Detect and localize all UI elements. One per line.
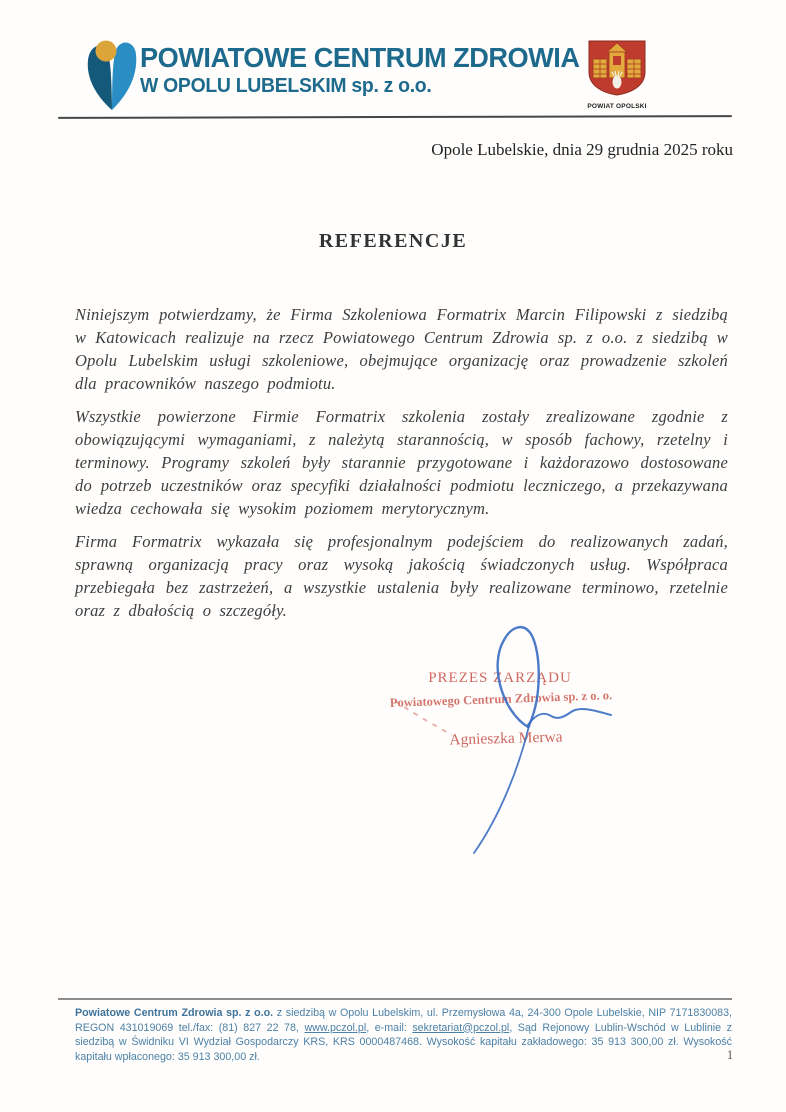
crest-shield-icon [588,40,646,96]
paragraph-recommendation: Firma Formatrix wykazała się profesjonalnym podejściem do realizowanych zadań, sprawną organizacją pracy oraz wysoką jakością świadczonych usług. Współpraca przebiegała bez zastrzeżeń, a wszystkie ustalenia były realizowane terminowo, rzetelnie oraz z dbałością o szczegóły. [75,532,728,620]
stamp-role-title: PREZES ZARZĄDU [428,670,572,686]
footer-email-link[interactable]: sekretariat@pczol.pl [412,1021,510,1034]
powiat-opolski-crest [583,40,651,110]
footer-company-name: Powiatowe Centrum Zdrowia sp. z o.o. [75,1007,274,1019]
signature-block [0,620,786,880]
footer-email-label: , e-mail: [366,1021,413,1034]
document-title: REFERENCJE [318,230,468,252]
stamp-signer-name: Agnieszka Merwa [449,728,563,749]
footer-contact-info [75,1006,732,1064]
org-name: POWIATOWE CENTRUM ZDROWIA [140,42,580,73]
red-scribble-mark [395,701,452,735]
crest-caption: POWIAT OPOLSKI [587,103,647,110]
footer-divider [58,998,732,1000]
letterhead-org [140,44,593,96]
paragraph-quality: Wszystkie powierzone Firmie Formatrix szkolenia zostały zrealizowane zgodnie z obowiązującymi wymaganiami, z należytą starannością, w sposób fachowy, rzetelny i terminowy. Programy szkoleń były starannie przygotowane i każdorazowo dostosowane do potrzeb uczestników oraz specyfiki działalności podmiotu leczniczego, a przekazywana wiedza cechowała się wysokim poziomem merytorycznym. [75,407,728,518]
pcz-logo-icon [84,36,140,114]
handwritten-signature [390,623,625,873]
footer-address: z siedzibą w Opolu Lubelskim, ul. Przemysłowa 4a, 24-300 Opole Lubelskie, NIP 7171830083, REGON 431019069 tel./fax: (81) 827 22 78, [75,1007,733,1034]
letter-body [75,303,728,632]
stamp-org-line: Powiatowego Centrum Zdrowia sp. z o. o. [389,688,613,710]
org-subtitle: W OPOLU LUBELSKIM sp. z o.o. [140,75,432,97]
date-line: Opole Lubelskie, dnia 29 grudnia 2025 roku [431,140,733,159]
header-divider [58,115,732,119]
paragraph-intro: Niniejszym potwierdzamy, że Firma Szkoleniowa Formatrix Marcin Filipowski z siedzibą w Katowicach realizuje na rzecz Powiatowego Centrum Zdrowia sp. z o.o. z siedzibą w Opolu Lubelskim usługi szkoleniowe, obejmujące organizację oraz prowadzenie szkoleń dla pracowników naszego podmiotu. [75,305,728,393]
footer-website-link[interactable]: www.pczol.pl [304,1021,367,1034]
footer-legal-info: , Sąd Rejonowy Lublin-Wschód w Lublinie z siedzibą w Świdniku VI Wydział Gospodarczy KRS, KRS 0000487468. Wysokość kapitału zakładowego: 35 913 300,00 zł. Wysokość kapitału wpłaconego: 35 913 300,00 zł. [75,1021,733,1063]
page-number: 1 [726,1048,734,1062]
